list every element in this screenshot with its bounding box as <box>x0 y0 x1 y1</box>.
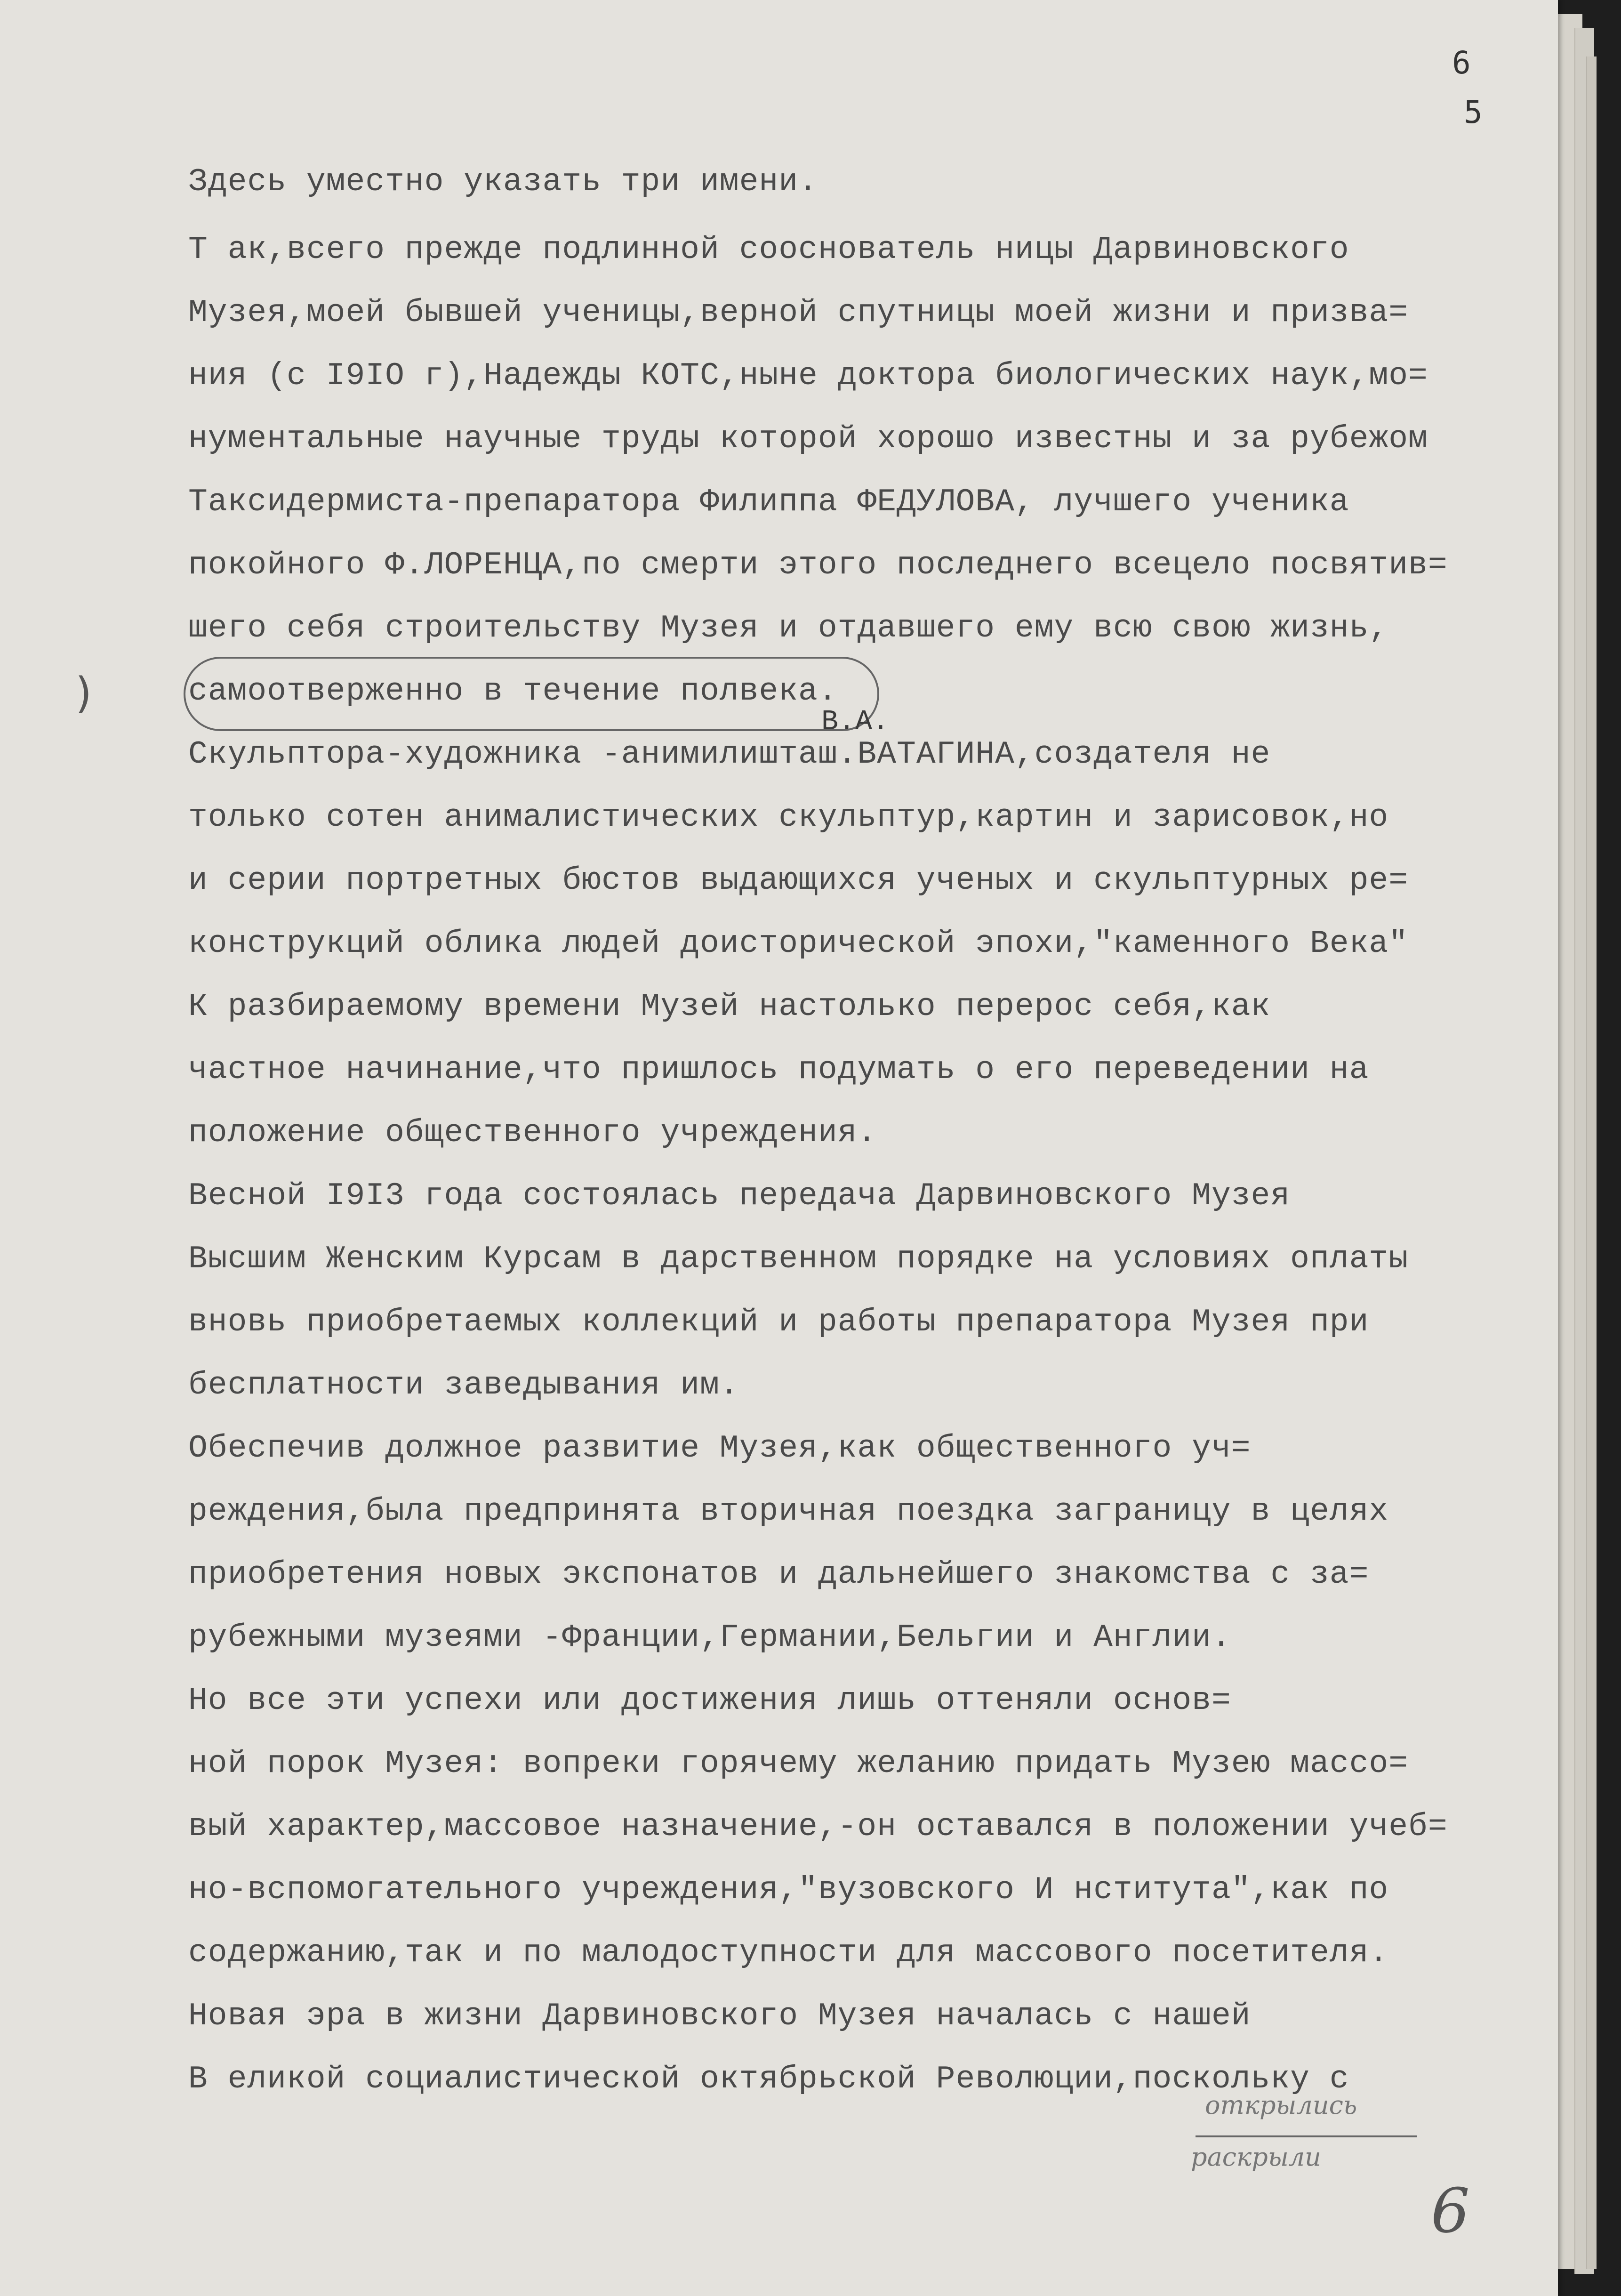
text-line: Но все эти успехи или достижения лишь оттеняли основ= <box>188 1683 1231 1719</box>
text-line: конструкций облика людей доисторической эпохи,"каменного Века" <box>188 926 1409 962</box>
page-edge <box>1586 56 1597 2269</box>
text-line: ния (с I9IO г),Надежды КОТС,ныне доктора биологических наук,мо= <box>188 358 1428 394</box>
handwritten-correction-below: раскрыли <box>1191 2142 1321 2172</box>
insert-initials: В.А. <box>821 706 890 738</box>
text-line: нументальные научные труды которой хорошо известны и за рубежом <box>188 421 1428 457</box>
text-line: содержанию,так и по малодоступности для массового посетителя. <box>188 1935 1389 1971</box>
text-line: покойного Ф.ЛОРЕНЦА,по смерти этого последнего всецело посвятив= <box>188 547 1448 583</box>
handwritten-correction-above: открылись <box>1205 2090 1357 2120</box>
text-line: Обеспечив должное развитие Музея,как общественного уч= <box>188 1430 1251 1466</box>
text-line: реждения,была предпринята вторичная поездка заграницу в целях <box>188 1493 1389 1530</box>
text-line: самоотверженно в течение полвека. <box>188 673 838 709</box>
text-line: Таксидермиста-препаратора Филиппа ФЕДУЛОВА, лучшего ученика <box>188 484 1349 520</box>
text-line: Музея,моей бывшей ученицы,верной спутницы моей жизни и призва= <box>188 295 1409 331</box>
text-line: положение общественного учреждения. <box>188 1115 877 1151</box>
text-line: К разбираемому времени Музей настолько перерос себя,как <box>188 989 1271 1025</box>
text-line: Здесь уместно указать три имени. <box>188 164 818 200</box>
text-line: и серии портретных бюстов выдающихся ученых и скульптурных ре= <box>188 862 1409 899</box>
text-line: ной порок Музея: вопреки горячему желанию придать Музею массо= <box>188 1746 1409 1782</box>
text-line: Весной I9I3 года состоялась передача Дарвиновского Музея <box>188 1178 1291 1214</box>
body-text <box>188 151 1534 2111</box>
text-line: вновь приобретаемых коллекций и работы препаратора Музея при <box>188 1304 1369 1340</box>
text-line: рубежными музеями -Франции,Германии,Бельгии и Англии. <box>188 1619 1231 1656</box>
text-line: В еликой социалистической октябрьской Революции,поскольку с <box>188 2061 1349 2097</box>
text-line: шего себя строительству Музея и отдавшего ему всю свою жизнь, <box>188 610 1389 646</box>
page-number-top: 6 <box>1452 45 1471 81</box>
page-number-typed: 5 <box>1464 94 1483 130</box>
text-line: Новая эра в жизни Дарвиновского Музея началась с нашей <box>188 1998 1251 2034</box>
page-number-handwritten: 6 <box>1431 2175 1470 2247</box>
text-line: Т ак,всего прежде подлинной сооснователь ницы Дарвиновского <box>188 232 1349 268</box>
text-line: частное начинание,что пришлось подумать о его переведении на <box>188 1052 1369 1088</box>
text-line: Скульптора-художника -анимилишташ.ВАТАГИНА,создателя не <box>188 736 1271 773</box>
strikethrough <box>1196 2135 1417 2137</box>
text-line: приобретения новых экспонатов и дальнейшего знакомства с за= <box>188 1556 1369 1593</box>
text-line: вый характер,массовое назначение,-он оставался в положении учеб= <box>188 1809 1448 1845</box>
text-line: бесплатности заведывания им. <box>188 1367 739 1403</box>
line-gap <box>188 214 1534 218</box>
text-line: но-вспомогательного учреждения,"вузовского И нститута",как по <box>188 1872 1389 1908</box>
text-line: только сотен анималистических скульптур,картин и зарисовок,но <box>188 799 1389 836</box>
margin-mark: ) <box>75 669 92 718</box>
text-line: Высшим Женским Курсам в дарственном порядке на условиях оплаты <box>188 1241 1409 1277</box>
